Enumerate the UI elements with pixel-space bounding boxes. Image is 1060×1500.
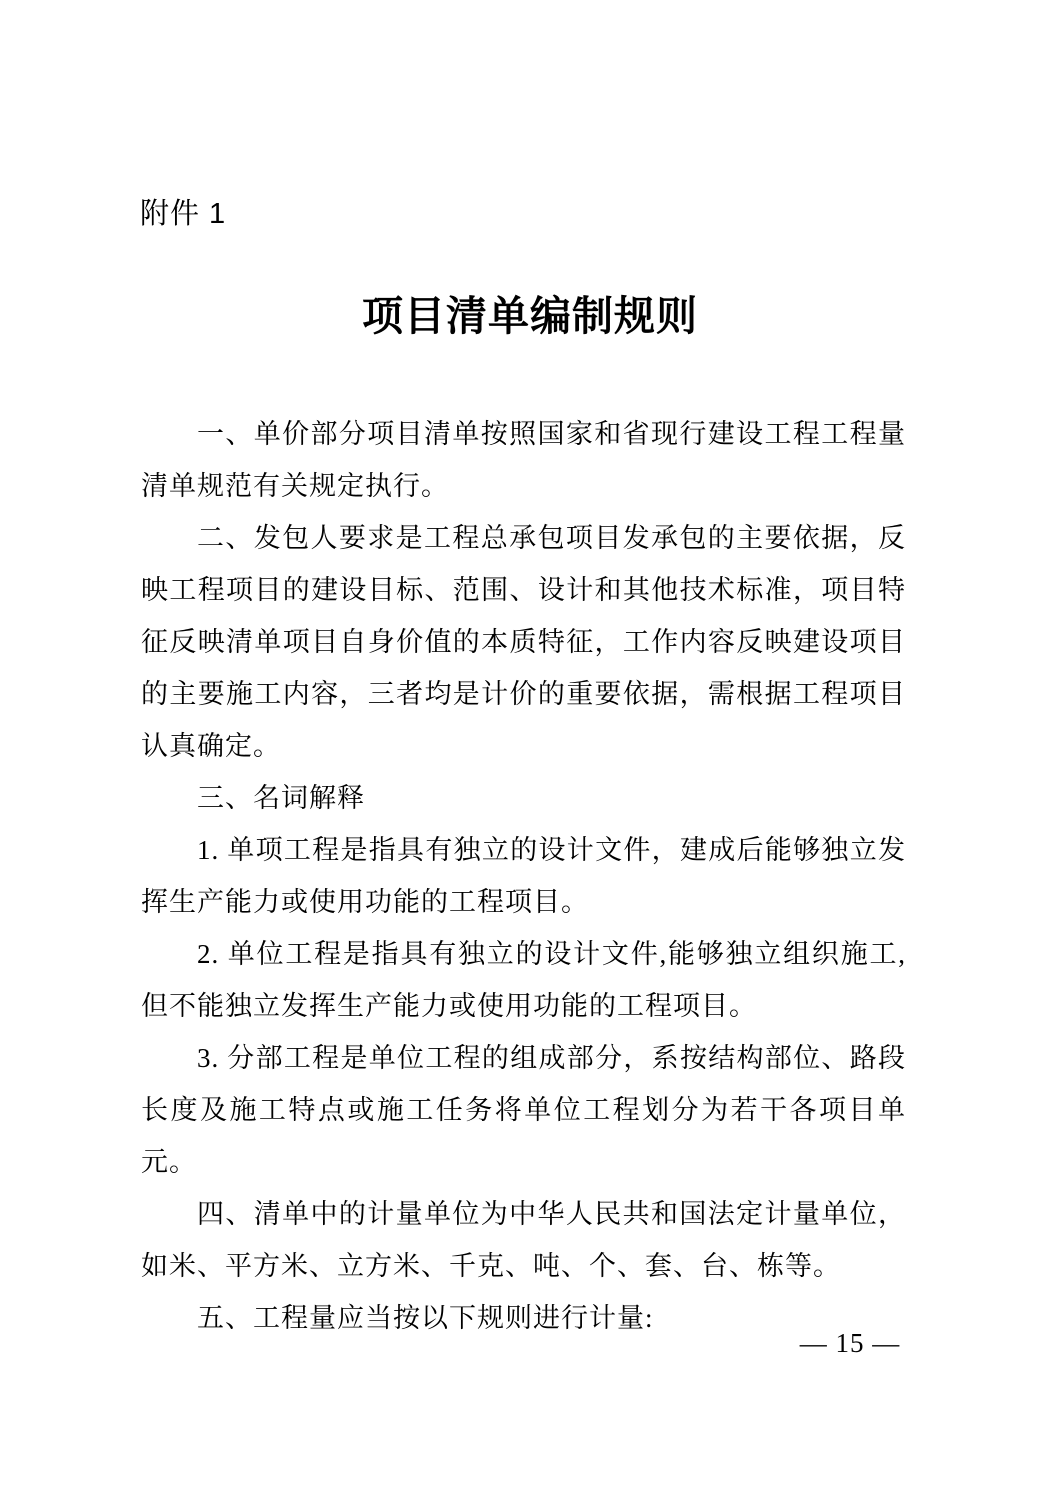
page-number: — 15 —: [799, 1328, 901, 1358]
document-line: 挥生产能力或使用功能的工程项目。: [141, 887, 589, 917]
document-line: 三、名词解释: [197, 783, 365, 813]
document-line: 五、工程量应当按以下规则进行计量:: [197, 1303, 654, 1333]
document-line: 一、单价部分项目清单按照国家和省现行建设工程工程量: [197, 419, 906, 449]
document-body: [141, 408, 906, 1344]
document-line: 3. 分部工程是单位工程的组成部分，系按结构部位、路段: [197, 1043, 906, 1073]
document-line: 2. 单位工程是指具有独立的设计文件,能够独立组织施工,: [197, 939, 906, 969]
document-line: 长度及施工特点或施工任务将单位工程划分为若干各项目单: [141, 1095, 906, 1125]
document-line: 的主要施工内容，三者均是计价的重要依据，需根据工程项目: [141, 679, 906, 709]
document-line: 征反映清单项目自身价值的本质特征，工作内容反映建设项目: [141, 627, 906, 657]
document-line: 清单规范有关规定执行。: [141, 471, 449, 501]
document-line: 1. 单项工程是指具有独立的设计文件，建成后能够独立发: [197, 835, 906, 865]
document-line: 二、发包人要求是工程总承包项目发承包的主要依据，反: [197, 523, 906, 553]
document-line: 映工程项目的建设目标、范围、设计和其他技术标准，项目特: [141, 575, 906, 605]
document-line: 认真确定。: [141, 731, 281, 761]
document-title: 项目清单编制规则: [362, 293, 698, 339]
document-line: 四、清单中的计量单位为中华人民共和国法定计量单位，: [197, 1199, 906, 1229]
attachment-label: 附件 1: [140, 198, 227, 230]
document-line: 元。: [141, 1147, 197, 1177]
document-line: 但不能独立发挥生产能力或使用功能的工程项目。: [141, 991, 757, 1021]
document-line: 如米、平方米、立方米、千克、吨、个、套、台、栋等。: [141, 1251, 841, 1281]
